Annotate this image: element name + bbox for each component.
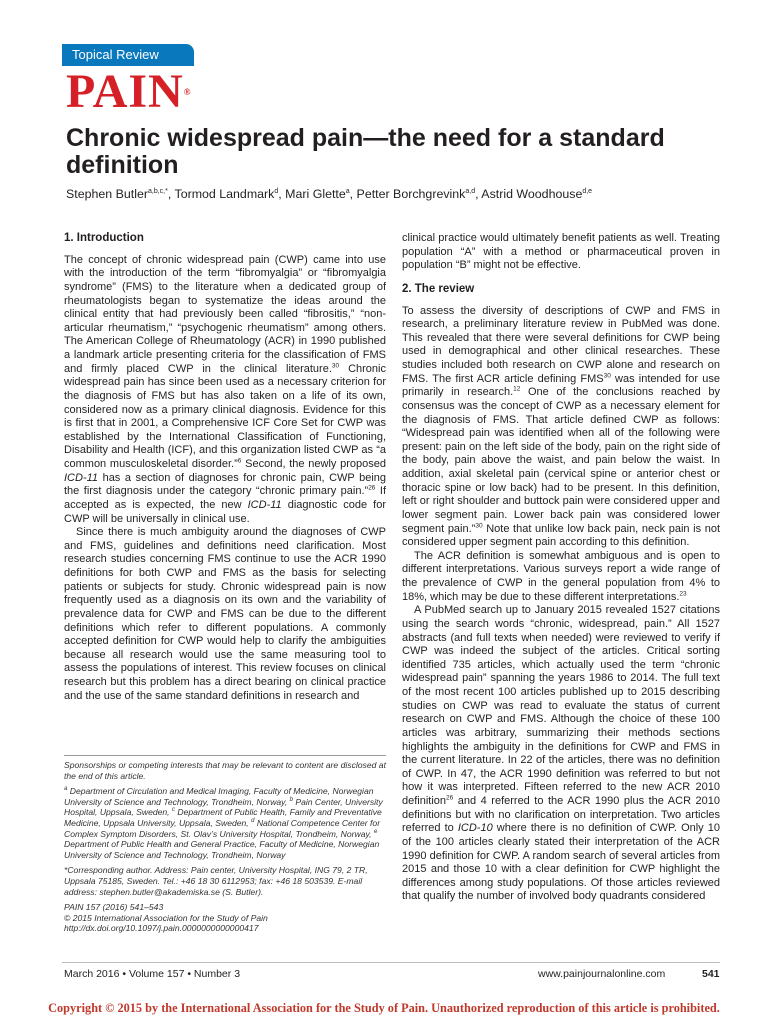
footnote-divider — [64, 755, 386, 756]
footnote: PAIN 157 (2016) 541–543 © 2015 International Association for the Study of Pain http://dx.doi.org/10.1097/j.pain.0000000000000417 — [64, 902, 268, 934]
journal-url[interactable]: www.painjournalonline.com — [538, 968, 666, 980]
footer-divider — [62, 962, 720, 963]
left-column — [64, 232, 386, 703]
body-paragraph: clinical practice would ultimately benefit patients as well. Treating population “A” with a method or pharmaceutical proven in population “B” might not be effective. — [402, 232, 720, 272]
page-number: 541 — [702, 968, 720, 980]
journal-name: PAIN — [66, 65, 184, 118]
footnote: Sponsorships or competing interests that may be relevant to content are disclosed at the end of this article. — [64, 760, 386, 781]
body-paragraph: The ACR definition is somewhat ambiguous and is open to different interpretations. Various surveys report a wide range of the prevalence of CWP in the general population from 4% to 18%, which may be due to these different interpretations.$^{23}$ — [402, 549, 720, 603]
section-heading: 2. The review — [402, 282, 475, 295]
issue-info: March 2016 • Volume 157 • Number 3 — [64, 968, 241, 980]
body-paragraph: To assess the diversity of descriptions of CWP and FMS in research, a preliminary literature review in PubMed was done. This revealed that there were several definitions for CWP being used in demographical and other clinical researches. These studies included both research on CWP alone and research on FMS. The first ACR article defining FMS$^{30}$ was intended for use primarily in research.$^{12}$ One of the conclusions reached by consensus was the concept of CWP as a necessary element for the diagnosis of FMS. That article defined CWP as follows: “Widespread pain was identified when all of the following were present: pain on the left side of the body, pain on the right side of the body, pain above the waist, and pain below the waist. In addition, axial skeletal pain (cervical spine or anterior chest or thoracic spine or low back) had to be present. In this definition, left or right shoulder and buttock pain were considered upper and lower segment pain. Lower back pain was considered lower segment pain.”$^{30}$ Note that unlike low back pain, neck pain is not considered upper segment pain according to this definition. — [402, 304, 721, 549]
registered-mark: ® — [183, 87, 191, 97]
footnote: $^a$ Department of Circulation and Medical Imaging, Faculty of Medicine, Norwegian University of Science and Technology, Trondheim, Norway, $^b$ Pain Center, University Hospital, Uppsala, Sweden, $^c$ Department of Public Health, Family and Preventative Medicine, Uppsala University, Uppsala, Sweden, $^d$ National Competence Center for Complex Symptom Disorders, St. Olav’s University Hospital, Trondheim, Norway, $^e$ Department of Public Health and General Practice, Faculty of Medicine, Norwegian University of Science and Technology, Trondheim, Norway — [64, 786, 383, 860]
right-column — [402, 232, 720, 904]
body-paragraph: A PubMed search up to January 2015 revealed 1527 citations using the search words “chronic, widespread, pain.” All 1527 abstracts (and full texts when needed) were reviewed to verify if CWP was indeed the subject of the articles. Critical sorting identified 735 articles, which actually used the term “chronic widespread pain” spanning the years 1986 to 2014. The full text of the most recent 100 articles published up to 2015 describing studies on CWP was read to evaluate the status of current research on CWP and FMS. Although the choice of these 100 articles was arbitrary, summarizing their methods sections highlights the ambiguity in the definitions for CWP and FMS in the current literature. In 22 of the articles, there was no definition of CWP. In 47, the ACR 1990 definition was referred to but not how it was interpreted. Fifteen referred to the new ACR 2010 definition$^{26}$ and 4 referred to the ACR 1990 plus the ACR 2010 definitions but with no clarification on interpretation. Two articles referred to ICD-10 where there is no definition of CWP. Only 10 of the 100 articles clearly stated their interpretation of the ACR 1990 definition for CWP. A random search of several articles from 2015 and those 10 with a clear definition for CWP highlight the differences among study populations. Of those articles reviewed that qualify the number of involved body quadrants considered — [402, 604, 720, 903]
article-title: Chronic widespread pain—the need for a standard definition — [66, 124, 665, 179]
body-paragraph: The concept of chronic widespread pain (CWP) came into use with the introduction of the term “fibromyalgia” or “fibromyalgia syndrome” (FMS) to the literature when a dedicated group of rheumatologists began to systematize the ideas around the clinical entity that had previously been called “fibrositis,” “non-articular rheumatism,” “psychogenic rheumatism” among others. The American College of Rheumatology (ACR) in 1990 published a landmark article presenting criteria for the classification of FMS and firmly placed CWP in the clinical literature.$^{30}$ Chronic widespread pain has since been used as a necessary criterion for the diagnosis of FMS but has also taken on a life of its own, considered now as a primary clinical diagnosis. Evidence for this is first that in 2001, a Comprehensive ICF Core Set for CWP was established by the International Classification of Functioning, Disability and Health (ICF), and this organization listed CWP as “a common musculoskeletal disorder.”$^6$ Second, the newly proposed ICD-11 has a section of diagnoses for chronic pain, CWP being the first diagnosis under the category “chronic primary pain.”$^{26}$ If accepted as is expected, the new ICD-11 diagnostic code for CWP will be universally in clinical use. — [64, 253, 387, 525]
author-list: Stephen Butler$^{a,b,c,*}$, Tormod Landmark$^d$, Mari Glette$^a$, Petter Borchgrevink$^{a,d}$, Astrid Woodhouse$^{d,e}$ — [66, 187, 593, 202]
journal-logo — [66, 65, 191, 118]
body-paragraph: Since there is much ambiguity around the diagnoses of CWP and FMS, guidelines and definitions need clarification. Most research studies concerning FMS continue to use the ACR 1990 definitions for both CWP and FMS as the basis for selecting patients or subjects for study. Chronic widespread pain is now frequently used as a diagnosis on its own and the variability of prevalence data for CWP and FMS can be due to the different definitions which refer to different populations. A commonly accepted definition for CWP would help to clarify the ambiguities because all research would use the same measuring tool to assess the populations of interest. This review focuses on clinical research but this problem has a direct bearing on clinical practice and the use of the same standard definitions in research and — [64, 526, 386, 702]
section-heading: 1. Introduction — [64, 232, 144, 244]
section-tag: Topical Review — [62, 44, 194, 66]
footnotes — [64, 760, 386, 939]
footnote: *Corresponding author. Address: Pain center, University Hospital, ING 79, 2 TR, Uppsala 75185, Sweden. Tel.: +46 18 30 6112953; fax: +46 18 503539. E-mail address: stephen.butler@akademiska.se (S. Butler). — [64, 865, 368, 897]
copyright-notice: Copyright © 2015 by the International Association for the Study of Pain. Unauthorized reproduction of this article is prohibited. — [48, 1001, 720, 1015]
